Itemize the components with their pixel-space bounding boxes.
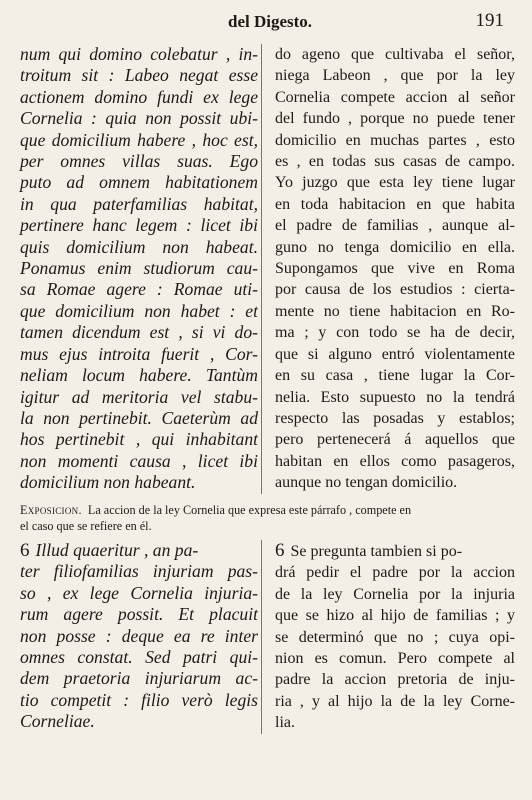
latin-line: hos pertinebit , qui inhabitant xyxy=(20,429,258,450)
spanish-column xyxy=(275,540,515,734)
spanish-line: domicilio en muchas partes , esto xyxy=(275,131,515,149)
spanish-line: padre la accion pretoria de inju- xyxy=(275,671,515,689)
latin-column xyxy=(20,540,258,733)
spanish-line: del fundo , porque no puede tener xyxy=(275,110,515,128)
latin-line: que domicilium non habet : et xyxy=(20,300,258,321)
exposicion-line xyxy=(20,502,518,518)
latin-line: dem praetoria injuriarum ac- xyxy=(20,668,258,689)
spanish-line: aunque no tengan domicilio. xyxy=(275,474,458,492)
latin-column xyxy=(20,44,258,494)
spanish-line xyxy=(275,540,515,562)
spanish-line: Yo juzgo que esta ley tiene lugar xyxy=(275,174,515,192)
latin-line: Corneliae. xyxy=(20,711,95,732)
spanish-line: ria , y al hijo la de la ley Corne- xyxy=(275,692,515,710)
latin-line: non posse : deque ea re inter xyxy=(20,625,258,646)
paragraph-number: 6 xyxy=(275,540,285,561)
latin-line: Cornelia : quia non possit ubi- xyxy=(20,108,258,129)
spanish-line: nion es comun. Pero compete al xyxy=(275,650,515,668)
spanish-line: Cornelia compete accion al señor xyxy=(275,88,515,106)
paragraph-block-5-continued xyxy=(20,44,518,496)
spanish-line: ma ; y con todo se ha de decir, xyxy=(275,324,515,342)
spanish-line: que se hizo al hijo de familias ; y xyxy=(275,607,515,625)
latin-line: Ponamus enim studiorum cau- xyxy=(20,258,258,279)
spanish-line: se determinó que no ; cuya opi- xyxy=(275,628,515,646)
spanish-line: por causa de los estudios : cierta- xyxy=(275,281,515,299)
spanish-line: Supongamos que vive en Roma xyxy=(275,260,515,278)
exposicion-label: Exposicion. xyxy=(20,503,82,517)
spanish-line: pero pertenecerá á aquellos que xyxy=(275,431,515,449)
spanish-line-text: Se pregunta tambien si po- xyxy=(290,543,463,560)
latin-line: rum agere possit. Et placuit xyxy=(20,604,258,625)
column-divider xyxy=(261,44,262,494)
latin-line: in qua paterfamilias habitat, xyxy=(20,193,258,214)
latin-line: per omnes villas suas. Ego xyxy=(20,151,258,172)
exposicion-note xyxy=(20,502,518,534)
spanish-line: que si alguno entró violentamente xyxy=(275,345,515,363)
latin-line: troitum sit : Labeo negat esse xyxy=(20,65,258,86)
paragraph-block-6 xyxy=(20,540,518,736)
latin-line: tamen dicendum est , si vi do- xyxy=(20,322,258,343)
spanish-line: habitan en ellos como pasageros, xyxy=(275,452,515,470)
spanish-line: el padre de familias , aunque al- xyxy=(275,217,515,235)
spanish-line: do ageno que cultivaba el señor, xyxy=(275,46,515,63)
latin-line: mus ejus introita fuerit , Cor- xyxy=(20,343,258,364)
spanish-line: respecto las posadas y establos; xyxy=(275,409,515,427)
spanish-line: guno no tenga domicilio en ella. xyxy=(275,238,515,256)
spanish-line: niega Labeon , que por la ley xyxy=(275,67,515,85)
latin-line: que domicilium habere , hoc est, xyxy=(20,129,258,150)
latin-line: omnes constat. Sed patri qui- xyxy=(20,647,258,668)
page-number: 191 xyxy=(475,10,504,31)
spanish-line: nelia. Esto supuesto no la tendrá xyxy=(275,388,515,406)
latin-line: domicilium non habeant. xyxy=(20,472,196,493)
spanish-line: en toda habitacion en que habita xyxy=(275,195,515,213)
latin-line-text: Illud quaeritur , an pa- xyxy=(35,540,199,560)
latin-line: sa Romae agere : Romae uti- xyxy=(20,279,258,300)
spanish-line: de la ley Cornelia por la injuria xyxy=(275,585,515,603)
spanish-line: en su casa , tiene lugar la Cor- xyxy=(275,367,515,385)
spanish-column xyxy=(275,44,515,494)
latin-line: num qui domino colebatur , in- xyxy=(20,44,258,64)
latin-line: so , ex lege Cornelia injuria- xyxy=(20,582,258,603)
spanish-line: drá pedir el padre por la accion xyxy=(275,564,515,582)
latin-line xyxy=(20,540,258,561)
running-title: del Digesto. xyxy=(228,12,313,31)
page-header xyxy=(0,8,532,38)
spanish-line: mente no tiene habitacion en Ro- xyxy=(275,302,515,320)
latin-line: puto ad omnem habitationem xyxy=(20,172,258,193)
spanish-line: lia. xyxy=(275,714,295,732)
spanish-line: es , en todas sus casas de campo. xyxy=(275,153,515,171)
column-divider xyxy=(261,540,262,734)
latin-line: neliam locum habere. Tantùm xyxy=(20,365,258,386)
latin-line: igitur ad meritoria vel stabu- xyxy=(20,386,258,407)
latin-line: tio competit : filio verò legis xyxy=(20,689,258,710)
latin-line: ter filiofamilias injuriam pas- xyxy=(20,561,258,582)
latin-line: actionem domino fundi ex lege xyxy=(20,86,258,107)
latin-line: la non pertinebit. Caeterùm ad xyxy=(20,407,258,428)
exposicion-text: La accion de la ley Cornelia que expresa este párrafo , compete en xyxy=(87,503,412,517)
paragraph-number: 6 xyxy=(20,540,30,561)
exposicion-line: el caso que se refiere en él. xyxy=(20,519,152,533)
latin-line: quis domicilium non habeat. xyxy=(20,236,258,257)
latin-line: non momenti causa , licet ibi xyxy=(20,450,258,471)
latin-line: pertinere hanc legem : licet ibi xyxy=(20,215,258,236)
